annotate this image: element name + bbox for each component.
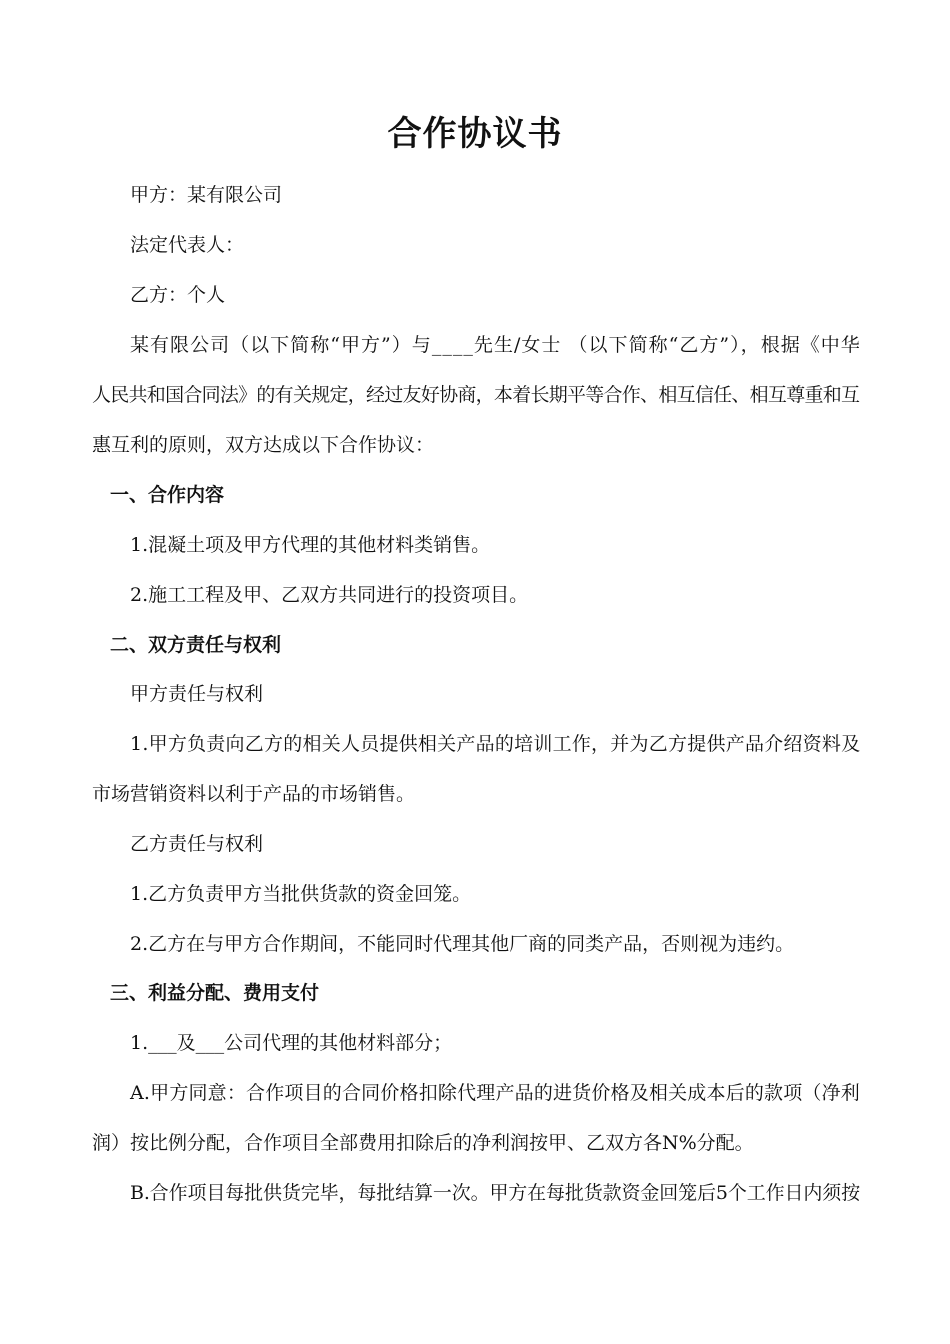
party-b-duty-2: 2.乙方在与甲方合作期间，不能同时代理其他厂商的同类产品，否则视为违约。 [130,933,795,955]
document-title: 合作协议书 [387,114,563,154]
party-b-line: 乙方：个人 [130,284,226,306]
party-a-duty-1-text-1: 1.甲方负责向乙方的相关人员提供相关产品的培训工作，并为乙方提供产品介绍资料及 [130,733,861,755]
legal-representative-line: 法定代表人： [130,234,245,256]
section-1-item-1: 1.混凝土项及甲方代理的其他材料类销售。 [130,534,491,556]
section-3-item-a-line-1 [130,1078,860,1108]
party-b-duty-1: 1.乙方负责甲方当批供货款的资金回笼。 [130,883,472,905]
section-1-heading: 一、合作内容 [110,484,225,506]
preamble-line-1 [130,330,860,360]
section-3-item-b-text-1: B.合作项目每批供货完毕，每批结算一次。甲方在每批货款资金回笼后5个工作日内须按 [130,1182,860,1204]
preamble-line-2 [92,380,860,410]
section-3-item-b-line-1 [130,1178,860,1208]
preamble-text-2: 人民共和国合同法》的有关规定，经过友好协商，本着长期平等合作、相互信任、相互尊重和互 [92,384,860,406]
preamble-line-3: 惠互利的原则，双方达成以下合作协议： [92,434,435,456]
party-a-duty-1-line-2: 市场营销资料以利于产品的市场销售。 [92,783,416,805]
section-3-item-a-line-2: 润）按比例分配，合作项目全部费用扣除后的净利润按甲、乙双方各N%分配。 [92,1132,754,1154]
preamble-text-1: 某有限公司（以下简称“甲方”）与____先生/女士 （以下简称“乙方”），根据《中华 [130,334,861,356]
party-a-line: 甲方：某有限公司 [130,184,283,206]
section-1-item-2: 2.施工工程及甲、乙双方共同进行的投资项目。 [130,584,529,606]
section-3-heading: 三、利益分配、费用支付 [110,982,320,1004]
section-2-heading: 二、双方责任与权利 [110,634,282,656]
section-3-item-1: 1.___及___公司代理的其他材料部分； [130,1032,453,1054]
party-a-duties-heading: 甲方责任与权利 [130,683,264,705]
party-a-duty-1-line-1 [130,729,860,759]
party-b-duties-heading: 乙方责任与权利 [130,833,264,855]
section-3-item-a-text-1: A.甲方同意：合作项目的合同价格扣除代理产品的进货价格及相关成本后的款项（净利 [130,1082,860,1104]
